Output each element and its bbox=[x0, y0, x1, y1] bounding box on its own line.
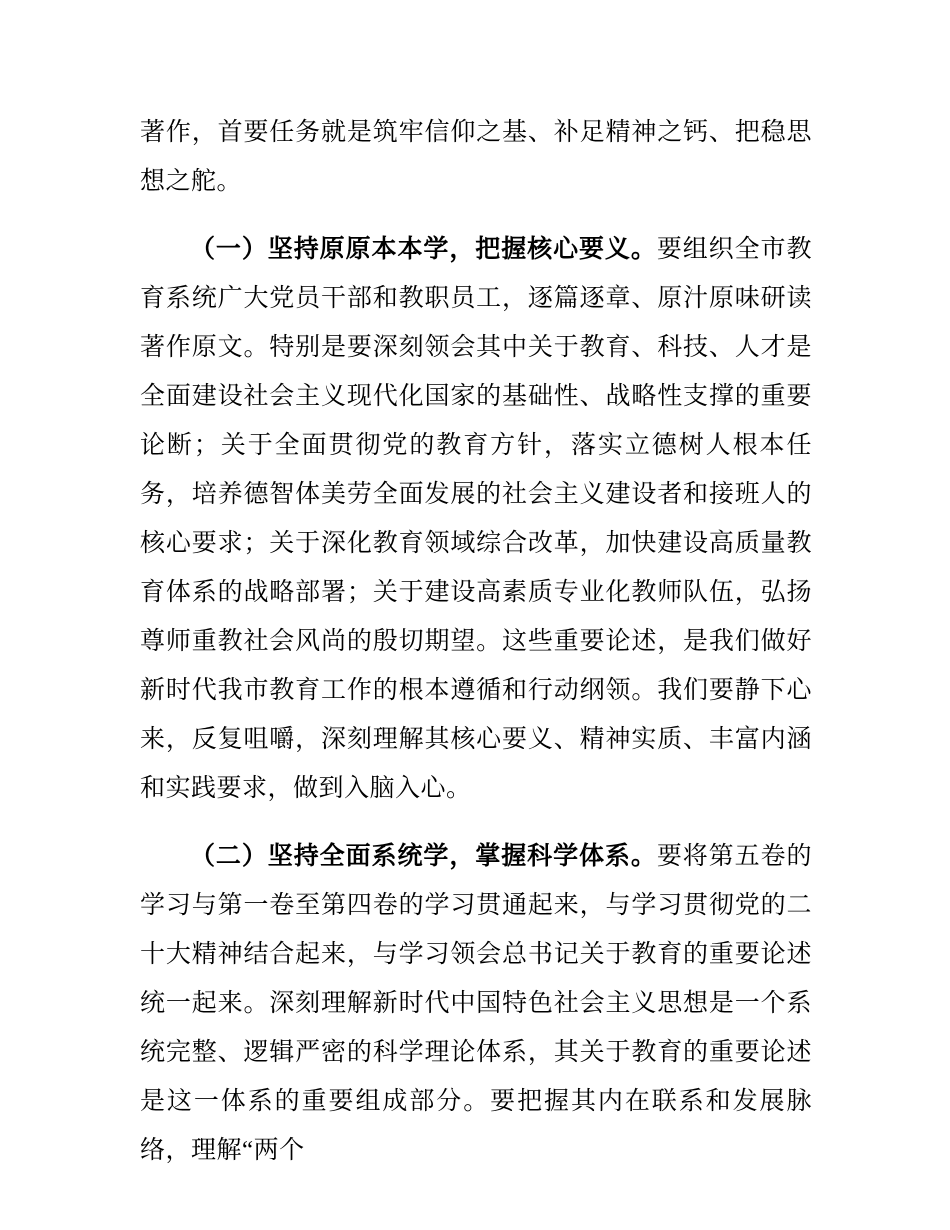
paragraph-continuation bbox=[140, 108, 812, 206]
section-2-text: 要将第五卷的学习与第一卷至第四卷的学习贯通起来，与学习贯彻党的二十大精神结合起来，与学习领会总书记关于教育的重要论述统一起来。深刻理解新时代中国特色社会主义思想是一个系统完整、逻辑严密的科学理论体系，其关于教育的重要论述是这一体系的重要组成部分。要把握其内在联系和发展脉络，理解“两个 bbox=[140, 843, 812, 1164]
paragraph-section-2 bbox=[140, 832, 812, 1175]
section-1-text: 要组织全市教育系统广大党员干部和教职员工，逐篇逐章、原汁原味研读著作原文。特别是要深刻领会其中关于教育、科技、人才是全面建设社会主义现代化国家的基础性、战略性支撑的重要论断；关于全面贯彻党的教育方针，落实立德树人根本任务，培养德智体美劳全面发展的社会主义建设者和接班人的核心要求；关于深化教育领域综合改革，加快建设高质量教育体系的战略部署；关于建设高素质专业化教师队伍，弘扬尊师重教社会风尚的殷切期望。这些重要论述，是我们做好新时代我市教育工作的根本遵循和行动纲领。我们要静下心来，反复咀嚼，深刻理解其核心要义、精神实质、丰富内涵和实践要求，做到入脑入心。 bbox=[140, 236, 812, 802]
paragraph-section-1 bbox=[140, 225, 812, 813]
section-1-heading: （一）坚持原原本本学，把握核心要义。 bbox=[190, 235, 657, 263]
section-2-heading: （二）坚持全面系统学，掌握科学体系。 bbox=[190, 842, 657, 870]
document-text-area bbox=[140, 108, 812, 1194]
paragraph-continuation-text: 著作，首要任务就是筑牢信仰之基、补足精神之钙、把稳思想之舵。 bbox=[140, 119, 812, 195]
